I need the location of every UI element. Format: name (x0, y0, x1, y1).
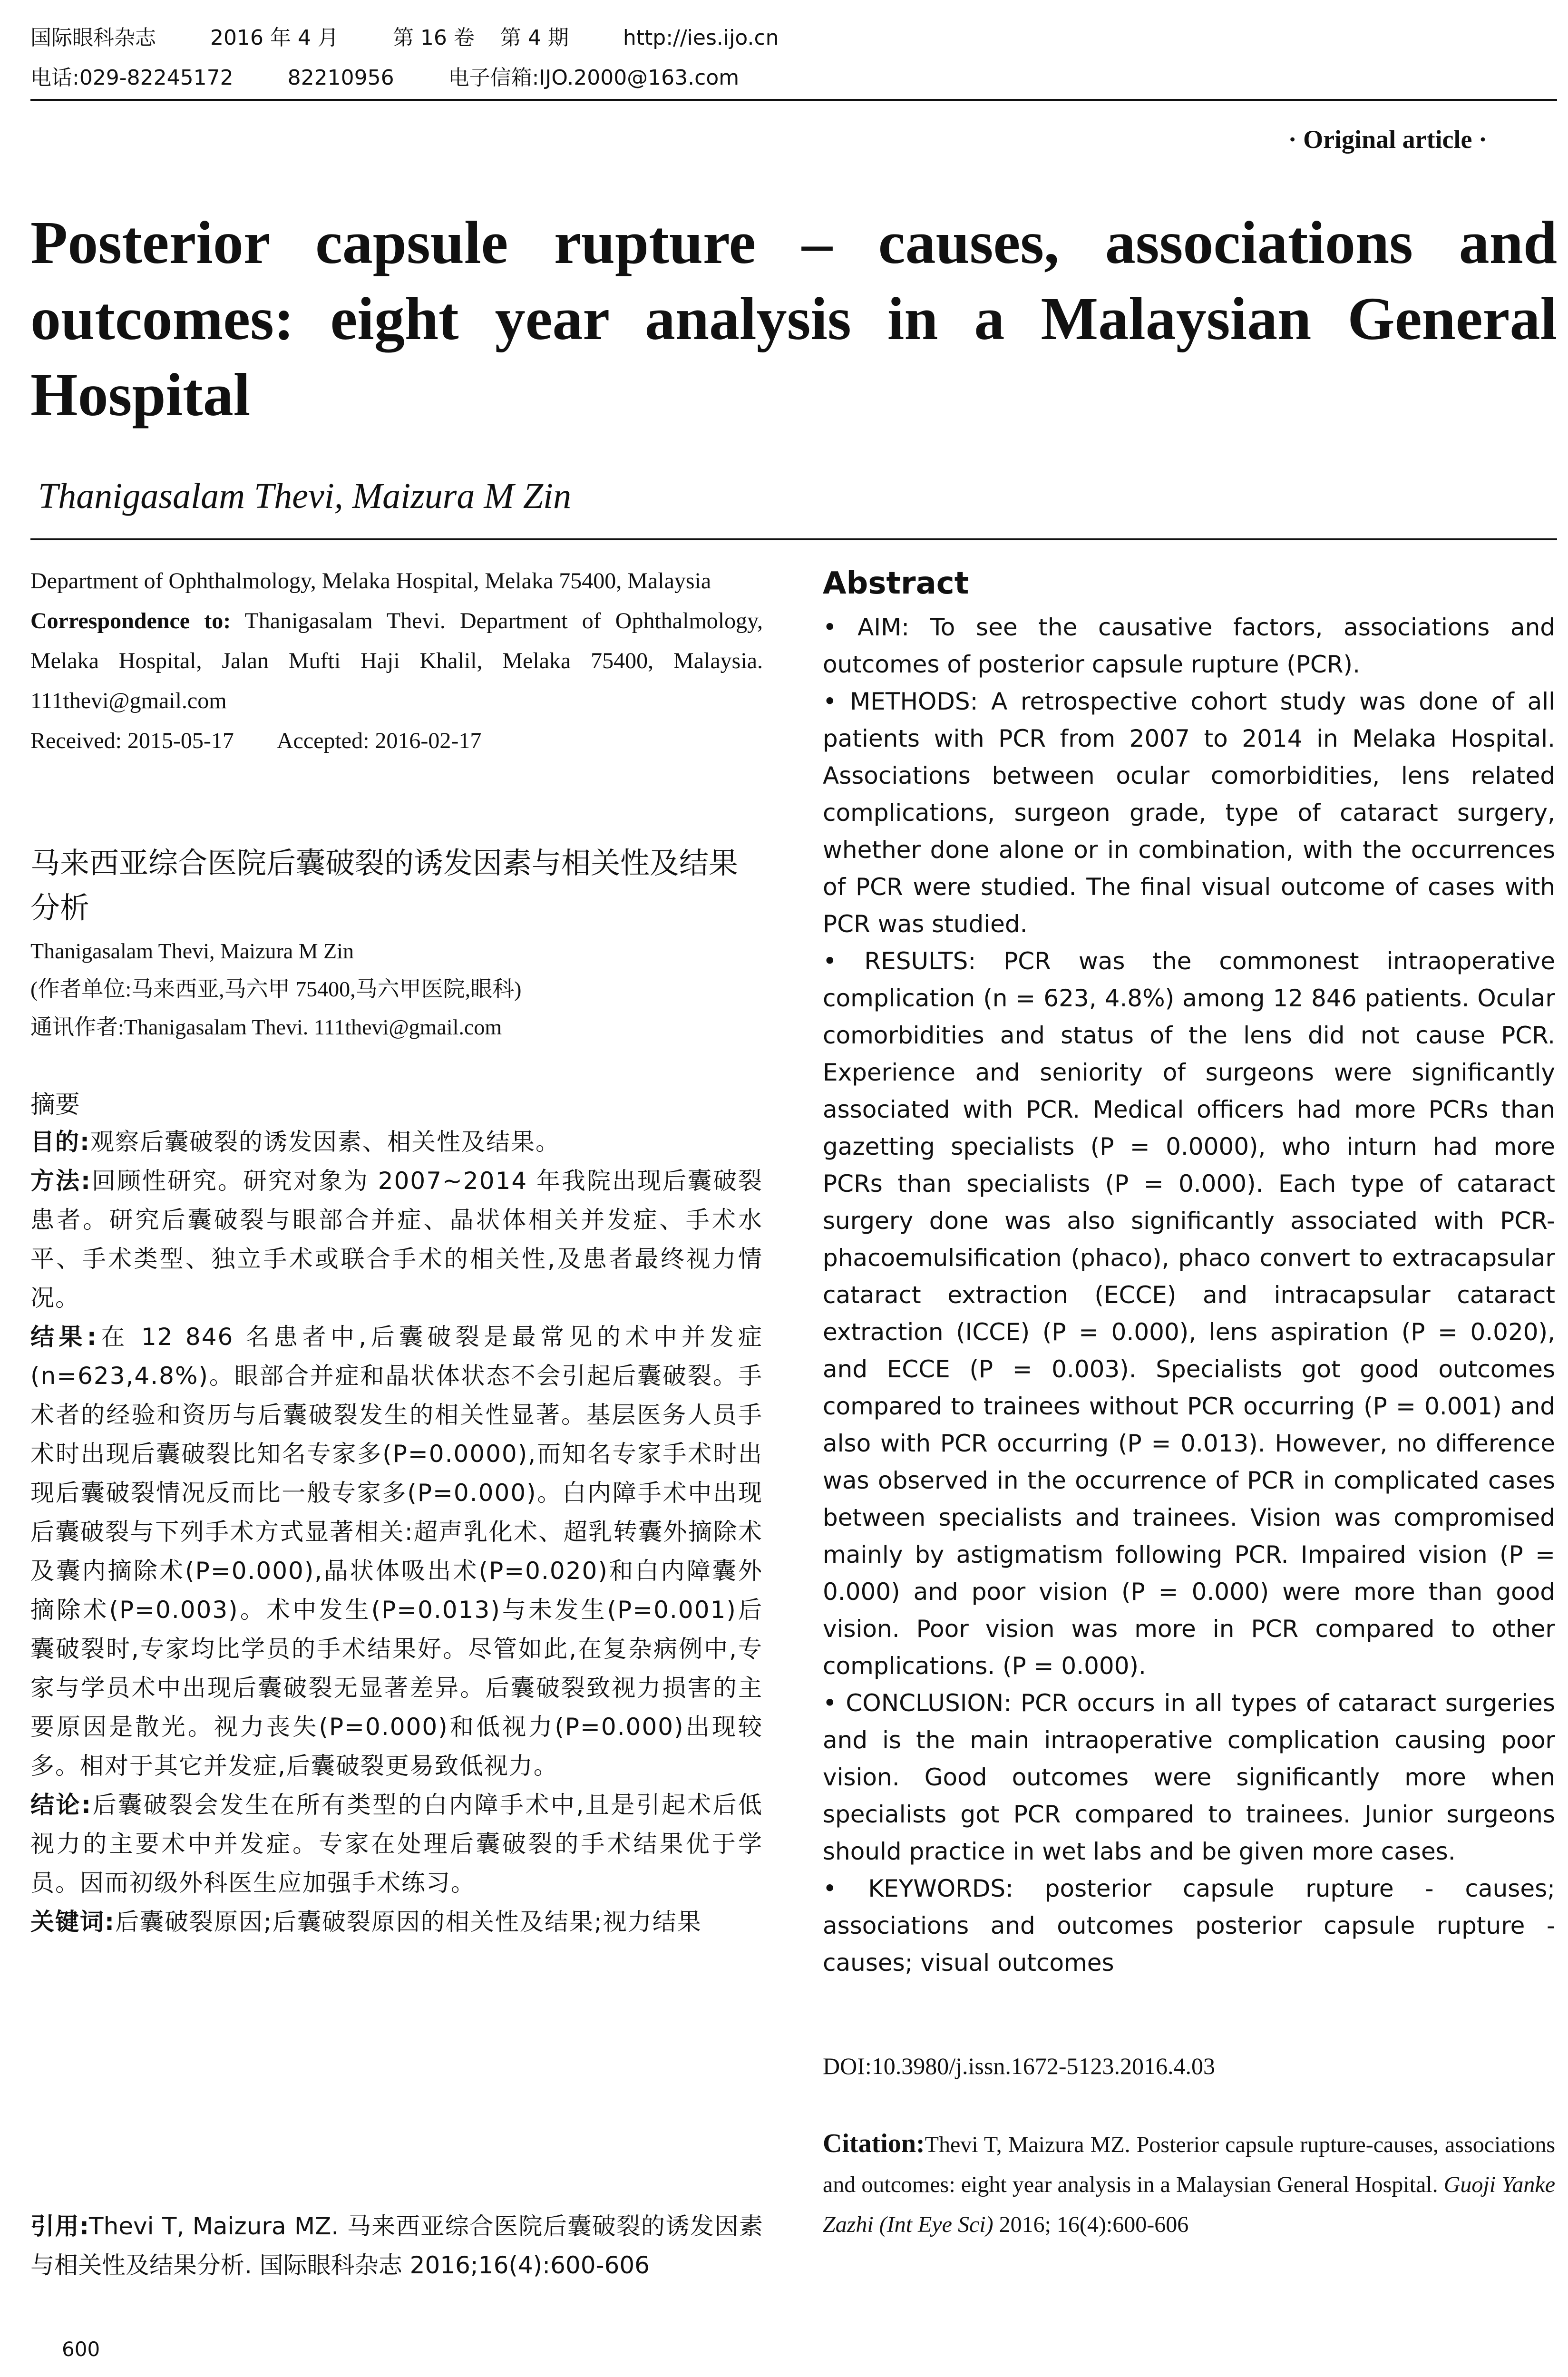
cn-methods (30, 1161, 763, 1317)
abstract-keywords: • KEYWORDS: posterior capsule rupture - causes; associations and outcomes posterior capsule rupture - causes; visual outcomes (823, 1875, 1555, 1977)
abstract-conclusion: • CONCLUSION: PCR occurs in all types of cataract surgeries and is the main intraoperative complication causing poor vision. Good outcomes were significantly more when specialists got PCR compared to trainees. Junior surgeons should practice in wet labs and be given more cases. (823, 1689, 1555, 1865)
chinese-affiliation: (作者单位:马来西亚,马六甲 75400,马六甲医院,眼科) (30, 977, 522, 1001)
journal-url[interactable]: http://ies.ijo.cn (623, 26, 779, 50)
chinese-authors: Thanigasalam Thevi, Maizura M Zin (30, 939, 354, 963)
cn-conclusion-label: 结论: (30, 1791, 92, 1819)
cn-methods-label: 方法: (30, 1167, 91, 1195)
cn-conclusion-text: 后囊破裂会发生在所有类型的白内障手术中,且是引起术后低视力的主要术中并发症。专家在处理后囊破裂的手术结果优于学员。因而初级外科医生应加强手术练习。 (30, 1791, 763, 1897)
cn-conclusion (30, 1785, 763, 1902)
citation-journal: Guoji Yanke Zazhi (Int Eye Sci) (823, 2172, 1556, 2237)
abstract-results: • RESULTS: PCR was the commonest intraoperative complication (n = 623, 4.8%) among 12 846 patients. Ocular comorbidities and status of the lens did not cause PCR. Experience and seniority of surgeons were significantly associated with PCR. Medical officers had more PCRs than gazetting specialists (P = 0.0000), who inturn had more PCRs than specialists (P = 0.000). Each type of cataract surgery done was also significantly associated with PCR-phacoemulsification (phaco), phaco convert to extracapsular cataract extraction (ECCE) and intracapsular cataract extraction (ICCE) (P = 0.000), lens aspiration (P = 0.020), and ECCE (P = 0.003). Specialists got good outcomes compared to trainees without PCR occurring (P = 0.001) and also with PCR occurring (P = 0.013). However, no difference was observed in the occurrence of PCR in complicated cases between specialists and trainees. Vision was compromised mainly by astigmatism following PCR. Impaired vision (P = 0.000) and poor vision (P = 0.000) were more than good vision. Poor vision was more in PCR compared to other complications. (P = 0.000). (823, 947, 1555, 1680)
journal-header-line-1 (30, 24, 827, 52)
correspondence-label: Correspondence to: (30, 608, 231, 633)
cn-citation-label: 引用: (30, 2212, 89, 2240)
citation-text: Thevi T, Maizura MZ. Posterior capsule rupture-causes, associations and outcomes: eight year analysis in a Malaysian General Hospital. (823, 2132, 1555, 2197)
chinese-correspondence: 通讯作者:Thanigasalam Thevi. 111thevi@gmail.com (30, 1015, 502, 1039)
doi[interactable]: DOI:10.3980/j.issn.1672-5123.2016.4.03 (823, 2053, 1215, 2079)
chinese-title: 马来西亚综合医院后囊破裂的诱发因素与相关性及结果分析 (30, 846, 739, 925)
title-divider (30, 538, 1557, 540)
affiliation-block (30, 561, 763, 761)
cn-aim-label: 目的: (30, 1128, 90, 1156)
english-abstract (823, 609, 1555, 1981)
journal-phone: 电话:029-82245172 (30, 66, 234, 90)
correspondence (30, 601, 763, 721)
cn-keywords-text: 后囊破裂原因;后囊破裂原因的相关性及结果;视力结果 (115, 1908, 702, 1936)
chinese-abstract (30, 1122, 763, 1941)
issue-date: 2016 年 4 月 (210, 26, 339, 50)
article-title: Posterior capsule rupture – causes, associations and outcomes: eight year analysis in a Malaysian General Hospital (30, 209, 1557, 429)
page-number: 600 (62, 2338, 100, 2361)
abstract-aim: • AIM: To see the causative factors, associations and outcomes of posterior capsule rupture (PCR). (823, 614, 1555, 678)
cn-citation-text: Thevi T, Maizura MZ. 马来西亚综合医院后囊破裂的诱发因素与相关性及结果分析. 国际眼科杂志 2016;16(4):600-606 (30, 2212, 763, 2279)
citation-tail: 2016; 16(4):600-606 (999, 2212, 1189, 2237)
cn-methods-text: 回顾性研究。研究对象为 2007~2014 年我院出现后囊破裂患者。研究后囊破裂与眼部合并症、晶状体相关并发症、手术水平、手术类型、独立手术或联合手术的相关性,及患者最终视力情况。 (30, 1167, 763, 1312)
journal-phone-2: 82210956 (287, 66, 394, 90)
article-type-label: · Original article · (1288, 125, 1487, 154)
cn-results (30, 1317, 763, 1785)
chinese-abstract-heading: 摘要 (30, 1091, 80, 1119)
accepted-date: Accepted: 2016-02-17 (276, 728, 482, 753)
cn-keywords-label: 关键词: (30, 1908, 115, 1936)
journal-header-line-2 (30, 64, 787, 92)
citation-label: Citation: (823, 2129, 925, 2158)
article-authors: Thanigasalam Thevi, Maizura M Zin (38, 476, 572, 516)
citation-block (823, 2124, 1555, 2245)
chinese-citation (30, 2207, 763, 2285)
cn-results-text: 在 12 846 名患者中,后囊破裂是最常见的术中并发症(n=623,4.8%)。眼部合并症和晶状体状态不会引起后囊破裂。手术者的经验和资历与后囊破裂发生的相关性显著。基层医务人员手术时出现后囊破裂比知名专家多(P=0.0000),而知名专家手术时出现后囊破裂情况反而比一般专家多(P=0.000)。白内障手术中出现后囊破裂与下列手术方式显著相关:超声乳化术、超乳转囊外摘除术及囊内摘除术(P=0.000),晶状体吸出术(P=0.020)和白内障囊外摘除术(P=0.003)。术中发生(P=0.013)与未发生(P=0.001)后囊破裂时,专家均比学员的手术结果好。尽管如此,在复杂病例中,专家与学员术中出现后囊破裂无显著差异。后囊破裂致视力损害的主要原因是散光。视力丧失(P=0.000)和低视力(P=0.000)出现较多。相对于其它并发症,后囊破裂更易致低视力。 (30, 1323, 763, 1780)
header-divider (30, 99, 1557, 101)
issue: 第 4 期 (500, 26, 569, 50)
received-date: Received: 2015-05-17 (30, 728, 234, 753)
dates (30, 721, 763, 761)
cn-aim (30, 1122, 763, 1161)
cn-results-label: 结果: (30, 1323, 97, 1351)
correspondence-text: Thanigasalam Thevi. Department of Ophthalmology, Melaka Hospital, Jalan Mufti Haji Khalil, Melaka 75400, Malaysia. 111thevi@gmail.com (30, 608, 763, 713)
affiliation: Department of Ophthalmology, Melaka Hospital, Melaka 75400, Malaysia (30, 568, 711, 594)
cn-aim-text: 观察后囊破裂的诱发因素、相关性及结果。 (90, 1128, 560, 1156)
abstract-methods: • METHODS: A retrospective cohort study was done of all patients with PCR from 2007 to 2014 in Melaka Hospital. Associations between ocular comorbidities, lens related complications, surgeon grade, type of cataract surgery, whether done alone or in combination, with the occurrences of PCR were studied. The final visual outcome of cases with PCR was studied. (823, 688, 1555, 938)
chinese-author-block (30, 932, 763, 1046)
cn-keywords (30, 1902, 763, 1941)
volume: 第 16 卷 (392, 26, 475, 50)
journal-email[interactable]: 电子信箱:IJO.2000@163.com (448, 66, 740, 90)
journal-name: 国际眼科杂志 (30, 26, 156, 50)
abstract-heading: Abstract (823, 566, 969, 601)
